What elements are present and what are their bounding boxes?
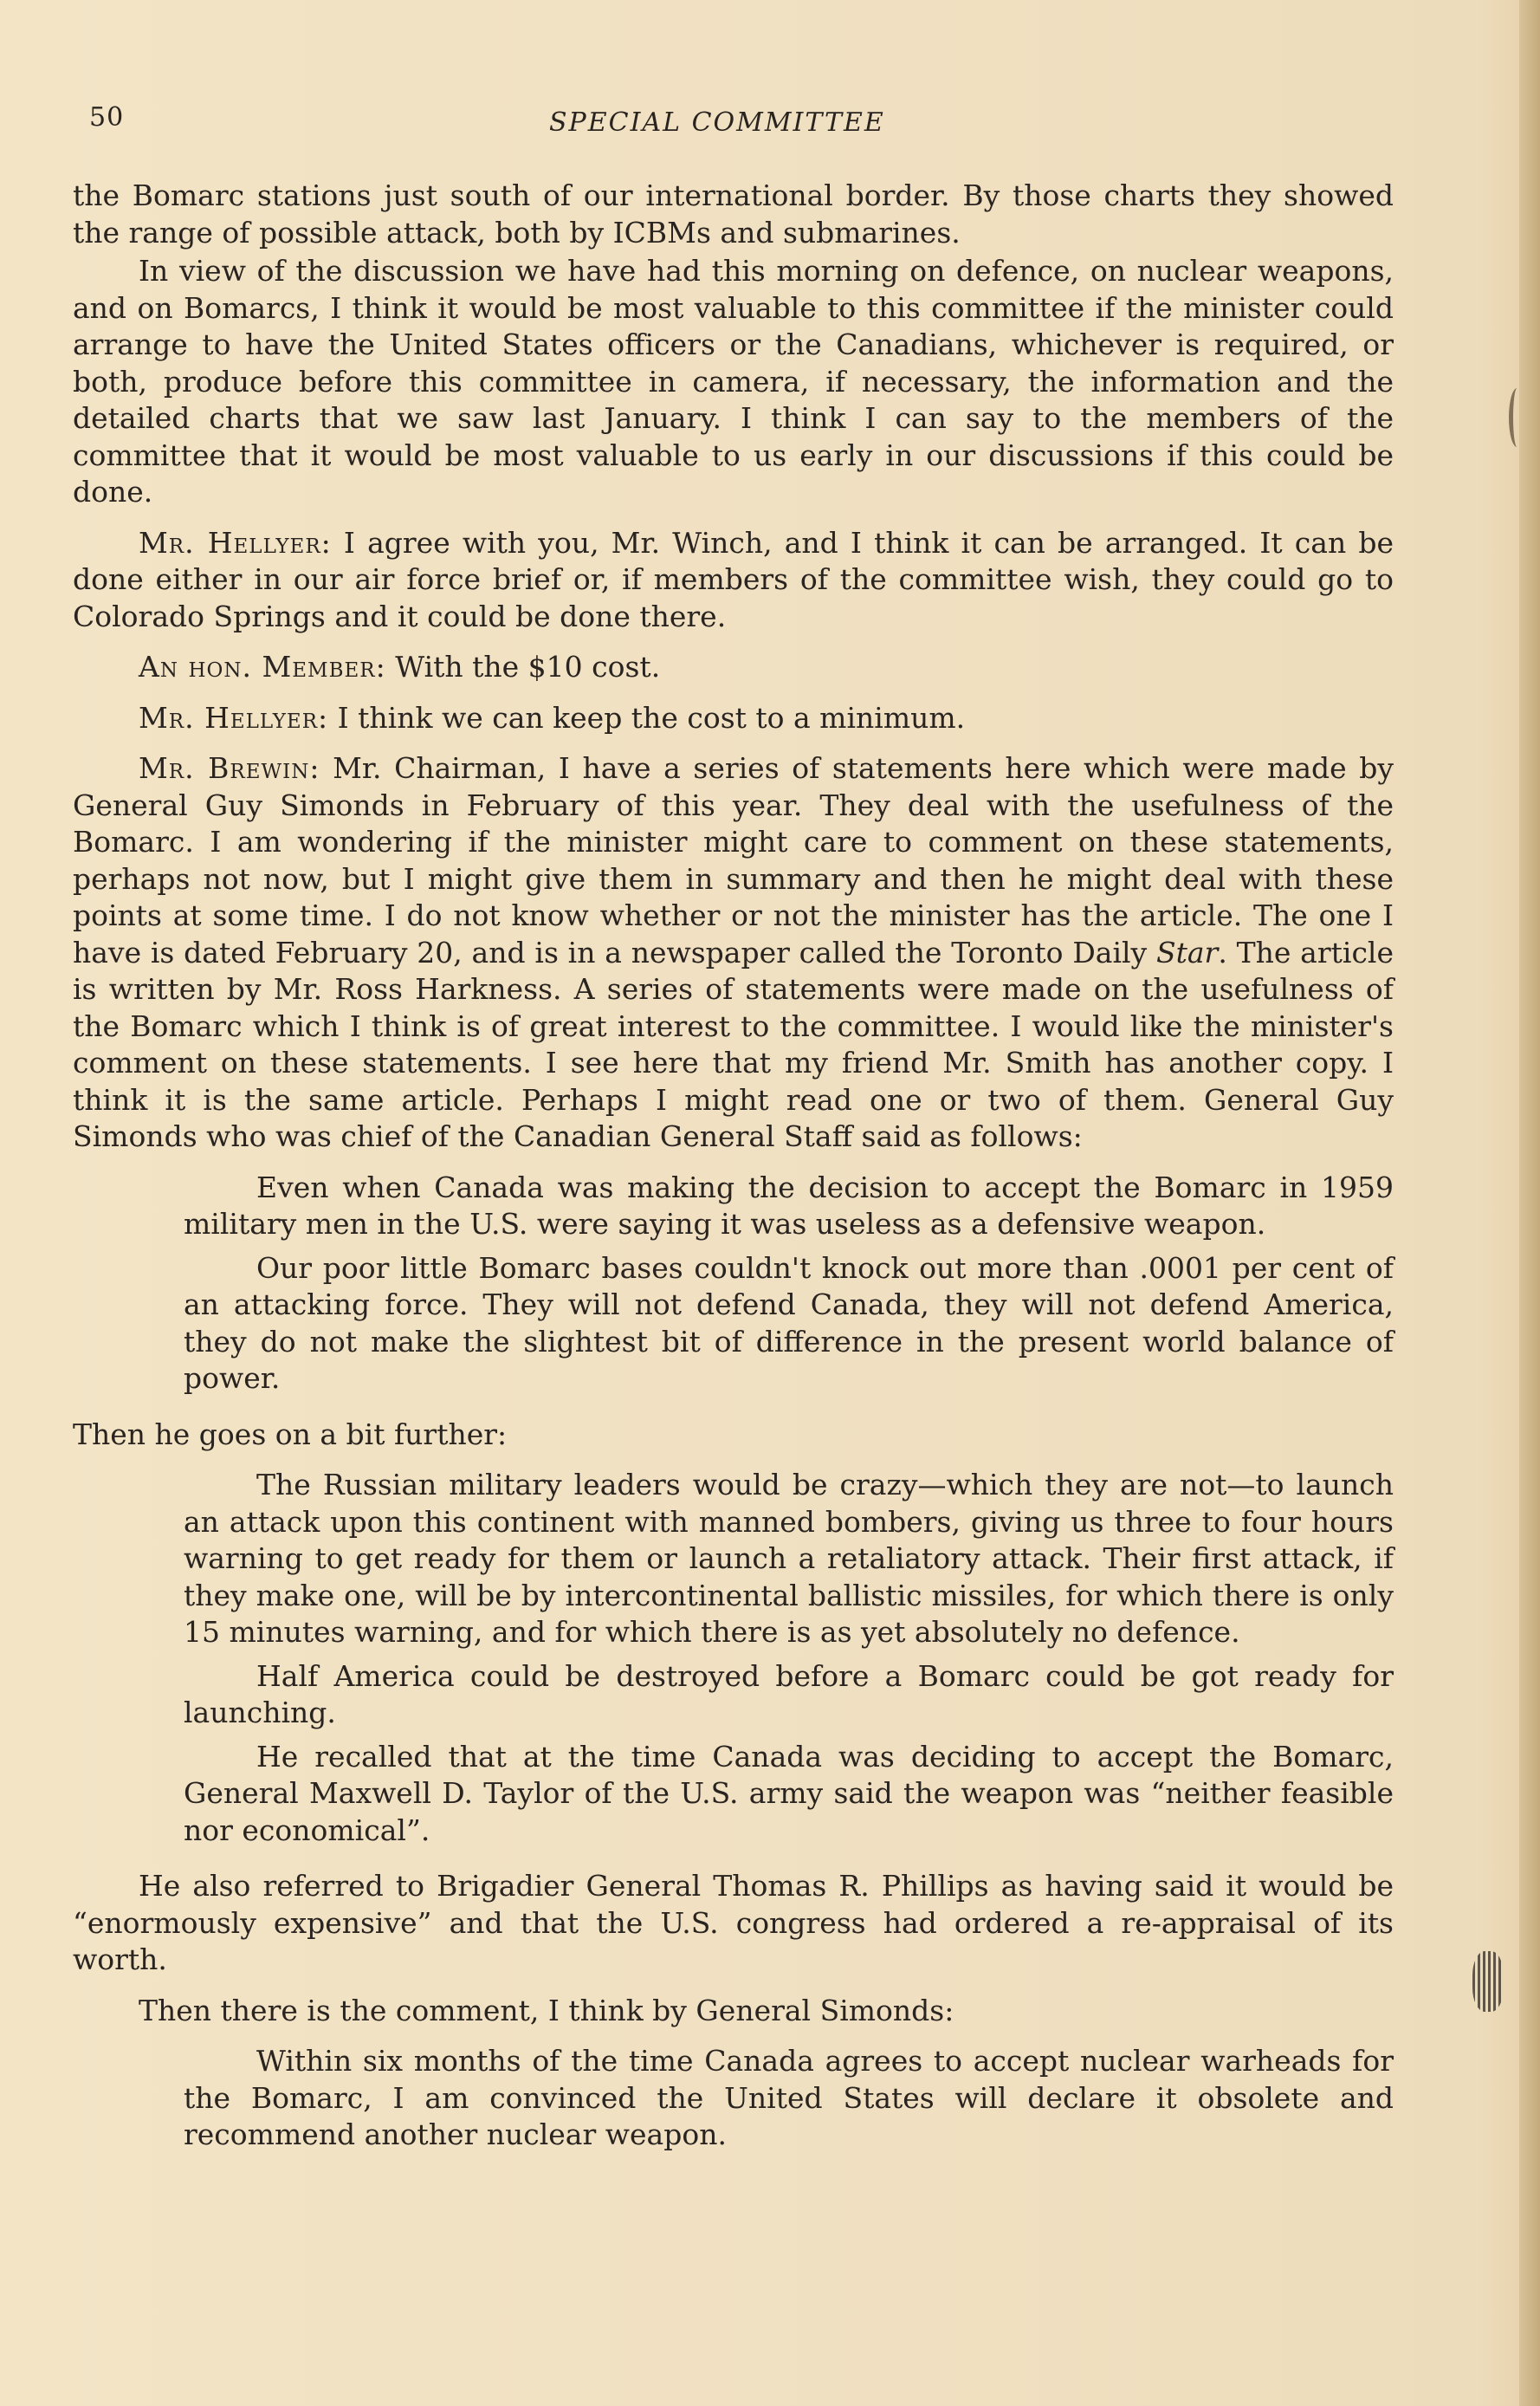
paragraph-brewin — [73, 750, 1394, 1156]
speaker-label: Mr. Hellyer: — [139, 525, 332, 560]
paragraph-continued: the Bomarc stations just south of our international border. By those charts they showed the range of possible attack, both by ICBMs and submarines. — [73, 178, 1394, 250]
newspaper-name: Star — [1156, 935, 1219, 970]
body-text — [73, 178, 1394, 2173]
speech-text: I agree with you, Mr. Winch, and I think it can be arranged. It can be done either in our air force brief or, if members of the committee wish, they could go to Colorado Springs and it could be done there. — [73, 525, 1394, 633]
block-quote-1 — [184, 1170, 1394, 1398]
paragraph-further: Then he goes on a bit further: — [73, 1417, 508, 1451]
quote-paragraph: The Russian military leaders would be crazy—which they are not—to launch an attack upon this continent with manned bombers, giving us three to four hours warning to get ready for them or launch a retaliatory attack. Their first attack, if they make one, will be by intercontinental ballistic missiles, for which there is only 15 minutes warning, and for which there is as yet absolutely no defence. — [184, 1468, 1394, 1649]
paragraph-comment: Then there is the comment, I think by General Simonds: — [139, 1993, 954, 2027]
paragraph-hellyer-1 — [73, 525, 1394, 636]
paragraph-phillips: He also referred to Brigadier General Thomas R. Phillips as having said it would be “enormously expensive” and that the U.S. congress had ordered a re-appraisal of its worth. — [73, 1869, 1394, 1976]
speech-text: With the $10 cost. — [395, 650, 661, 684]
speaker-label: Mr. Brewin: — [139, 751, 320, 785]
quote-paragraph: He recalled that at the time Canada was deciding to accept the Bomarc, General Maxwell D. Taylor of the U.S. army said the weapon was “neither feasible nor economical”. — [184, 1739, 1394, 1847]
margin-mark — [1509, 388, 1525, 447]
paragraph-member — [73, 649, 1394, 686]
quote-paragraph: Half America could be destroyed before a Bomarc could be got ready for launching. — [184, 1658, 1394, 1729]
paragraph-winch: In view of the discussion we have had this morning on defence, on nuclear weapons, and on Bomarcs, I think it would be most valuable to this committee if the minister could arrange to have the United States officers or the Canadians, whichever is required, or both, produce before this committee in camera, if necessary, the information and the detailed charts that we saw last January. I think I can say to the members of the committee that it would be most valuable to us early in our discussions if this could be done. — [73, 254, 1394, 509]
quote-paragraph: Within six months of the time Canada agrees to accept nuclear warheads for the Bomarc, I am convinced the United States will declare it obsolete and recommend another nuclear weapon. — [184, 2044, 1394, 2151]
page-spine-edge — [1519, 0, 1540, 2406]
running-head — [0, 102, 1540, 154]
quote-paragraph: Our poor little Bomarc bases couldn't knock out more than .0001 per cent of an attacking force. They will not defend Canada, they will not defend America, they do not make the slightest bit of difference in the present world balance of power. — [184, 1250, 1394, 1395]
speaker-label: An hon. Member: — [139, 650, 386, 684]
page-number: 50 — [89, 102, 125, 133]
speech-text: . The article is written by Mr. Ross Harkness. A series of statements were made on the usefulness of the Bomarc which I think is of great interest to the committee. I would like the minister's comment on these statements. I see here that my friend Mr. Smith has another copy. I think it is the same article. Perhaps I might read one or two of them. General Guy Simonds who was chief of the Canadian General Staff said as follows: — [73, 935, 1394, 1153]
block-quote-3 — [184, 2043, 1394, 2154]
margin-clip-mark — [1472, 1951, 1504, 2012]
block-quote-2 — [184, 1467, 1394, 1849]
paragraph-hellyer-2 — [73, 700, 1394, 737]
quote-paragraph: Even when Canada was making the decision to accept the Bomarc in 1959 military men in the U.S. were saying it was useless as a defensive weapon. — [184, 1170, 1394, 1241]
speaker-label: Mr. Hellyer: — [139, 700, 329, 735]
speech-text: I think we can keep the cost to a minimum. — [337, 700, 966, 735]
running-title: SPECIAL COMMITTEE — [549, 107, 885, 138]
speech-text: Mr. Chairman, I have a series of statements here which were made by General Guy Simonds in February of this year. They deal with the usefulness of the Bomarc. I am wondering if the minister might care to comment on these statements, perhaps not now, but I might give them in summary and then he might deal with these points at some time. I do not know whether or not the minister has the article. The one I have is dated February 20, and is in a newspaper called the Toronto Daily — [73, 751, 1394, 970]
